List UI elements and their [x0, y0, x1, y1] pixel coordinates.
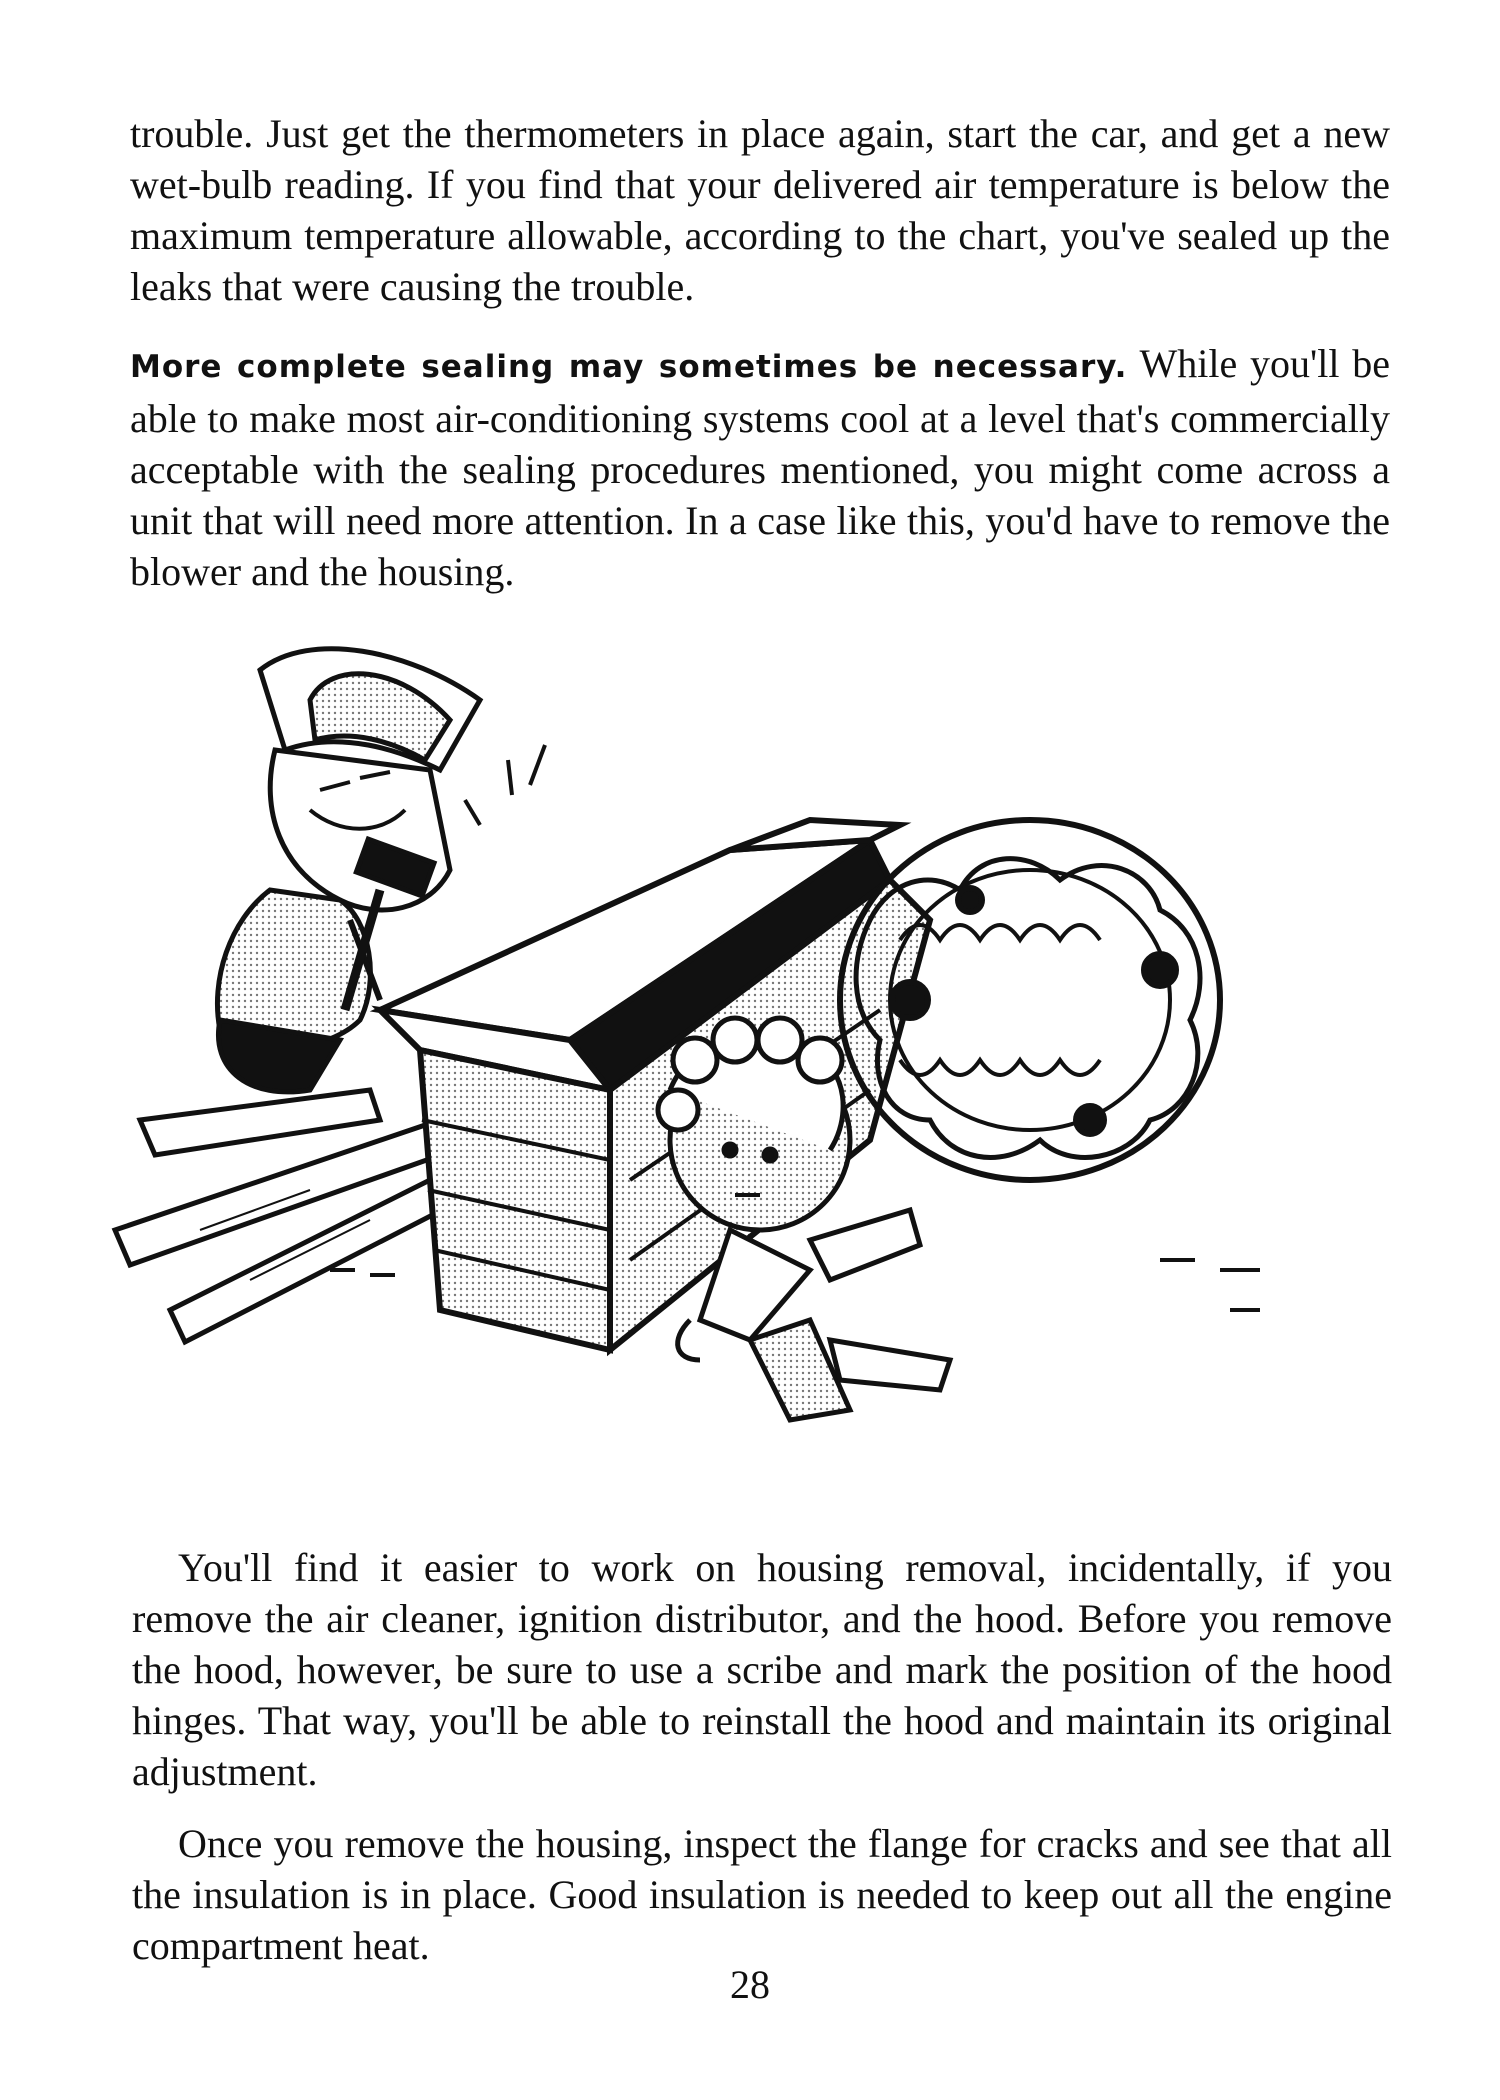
paragraph-housing-removal: You'll find it easier to work on housing removal, incidentally, if you remove the air cleaner, ignition distributor, and the hood. Before you remove the hood, however, be sure to use a scribe and mark the position of the hood hinges. That way, you'll be able to reinstall the hood and maintain its original adjustment. [132, 1545, 1392, 1794]
paragraph-sealing-body: While you'll be able to make most air-conditioning systems cool at a level that's commercially acceptable with the sealing procedures mentioned, you might come across a unit that will need more attention. In a case like this, you'd have to remove the blower and the housing. [130, 341, 1391, 594]
tangled-insulation [840, 820, 1220, 1180]
page-number: 28 [730, 1962, 770, 2007]
cartoon-illustration [110, 620, 1390, 1500]
paragraph-inspection: Once you remove the housing, inspect the flange for cracks and see that all the insulation is in place. Good insulation is needed to keep out all the engine compartment heat. [132, 1821, 1392, 1968]
paragraph-intro: trouble. Just get the thermometers in place again, start the car, and get a new wet-bulb reading. If you find that your delivered air temperature is below the maximum temperature allowable, according to the chart, you've sealed up the leaks that were causing the trouble. [130, 111, 1390, 309]
paragraph-lead-heading: More complete sealing may sometimes be necessary. [130, 349, 1128, 385]
paragraph-sealing [130, 338, 1390, 597]
